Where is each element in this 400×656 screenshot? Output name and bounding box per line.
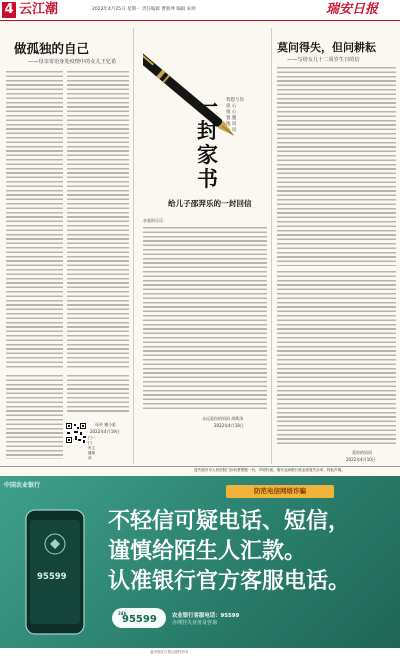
left-article-body-col1 xyxy=(6,70,63,370)
fraud-prevention-tag: 防范电信网络诈骗 xyxy=(226,485,334,498)
notice-box-2 xyxy=(98,468,190,476)
service-line-2: 办理挂失业务及咨询 xyxy=(172,620,218,626)
left-article-body-col1b xyxy=(6,374,63,459)
footer xyxy=(0,648,400,656)
right-article-title: 莫问得失，但问耕耘 xyxy=(277,41,376,54)
left-article-signature: 母亲 谢小虹 xyxy=(95,422,117,427)
center-vertical-tagline: 我想与你 谈 心 推 心 置 腹 地 说 一 说 xyxy=(226,98,244,133)
center-vertical-title: 一封家书 xyxy=(197,94,218,191)
right-article-body-top xyxy=(277,66,396,266)
center-article-body xyxy=(143,226,267,412)
center-article-signature: 永远爱你的妈妈 胡斯涛 xyxy=(202,416,244,421)
left-article-date: 2022年4月19日 xyxy=(90,429,120,434)
center-article-date: 2022年4月18日 xyxy=(214,423,244,428)
masthead-logo: 瑞安日报 xyxy=(326,2,379,17)
bank-logo-text: 中国农业银行 xyxy=(4,482,41,489)
bank-advertisement[interactable] xyxy=(0,476,400,648)
header-info: 2022年4月25日 星期一 责任编辑 曹新坤 编辑 朱婷 xyxy=(92,7,196,12)
ad-headline-1: 不轻信可疑电话、短信， xyxy=(108,509,351,534)
hotline-badge[interactable] xyxy=(112,608,166,628)
notice-divider xyxy=(0,466,400,467)
hotline-number: 95599 xyxy=(122,614,157,625)
qr-code[interactable] xyxy=(65,422,87,444)
right-article-date: 2022年4月10日 xyxy=(346,457,376,462)
center-article-title: 给儿子邵羿乐的一封回信 xyxy=(168,199,252,208)
right-article-signature: 爱你的妈妈 xyxy=(352,450,372,455)
column-divider-left xyxy=(133,28,134,464)
left-article-title: 做孤独的自己 xyxy=(14,41,90,56)
column-divider-right xyxy=(271,28,272,464)
section-title: 云江潮 xyxy=(19,2,59,17)
center-greeting: 亲爱的乐乐： xyxy=(143,218,167,223)
page-number: 4 xyxy=(2,2,16,18)
ad-headline-3: 认准银行官方客服电话。 xyxy=(108,569,351,594)
left-article-subtitle: ——母亲寄语身处疫情中的女儿王忆希 xyxy=(28,59,117,65)
notice-box-1 xyxy=(3,468,95,476)
right-article-body-bottom xyxy=(277,270,396,446)
right-article-subtitle: ——写给女儿十二周岁生日的信 xyxy=(287,57,360,63)
phone-screen-number: 95599 xyxy=(37,572,67,582)
notice-box-3: 遗失瑞安市人民医院门诊收费票据一份，声明作废。瑞安农商银行营业部遗失存单，特此声明。 xyxy=(194,468,345,472)
qr-caption: 扫一扫 听主播朗读 xyxy=(88,436,96,460)
left-article-body-col2 xyxy=(67,70,129,370)
left-article-body-col2b xyxy=(67,374,129,414)
hotline-24h-label: 24h xyxy=(118,611,127,616)
ad-headline-2: 谨慎给陌生人汇款。 xyxy=(108,539,307,564)
footer-text: 温州瑞安日报社版权所有 xyxy=(150,650,189,654)
service-line-1: 农业银行客服电话：95599 xyxy=(172,613,240,619)
